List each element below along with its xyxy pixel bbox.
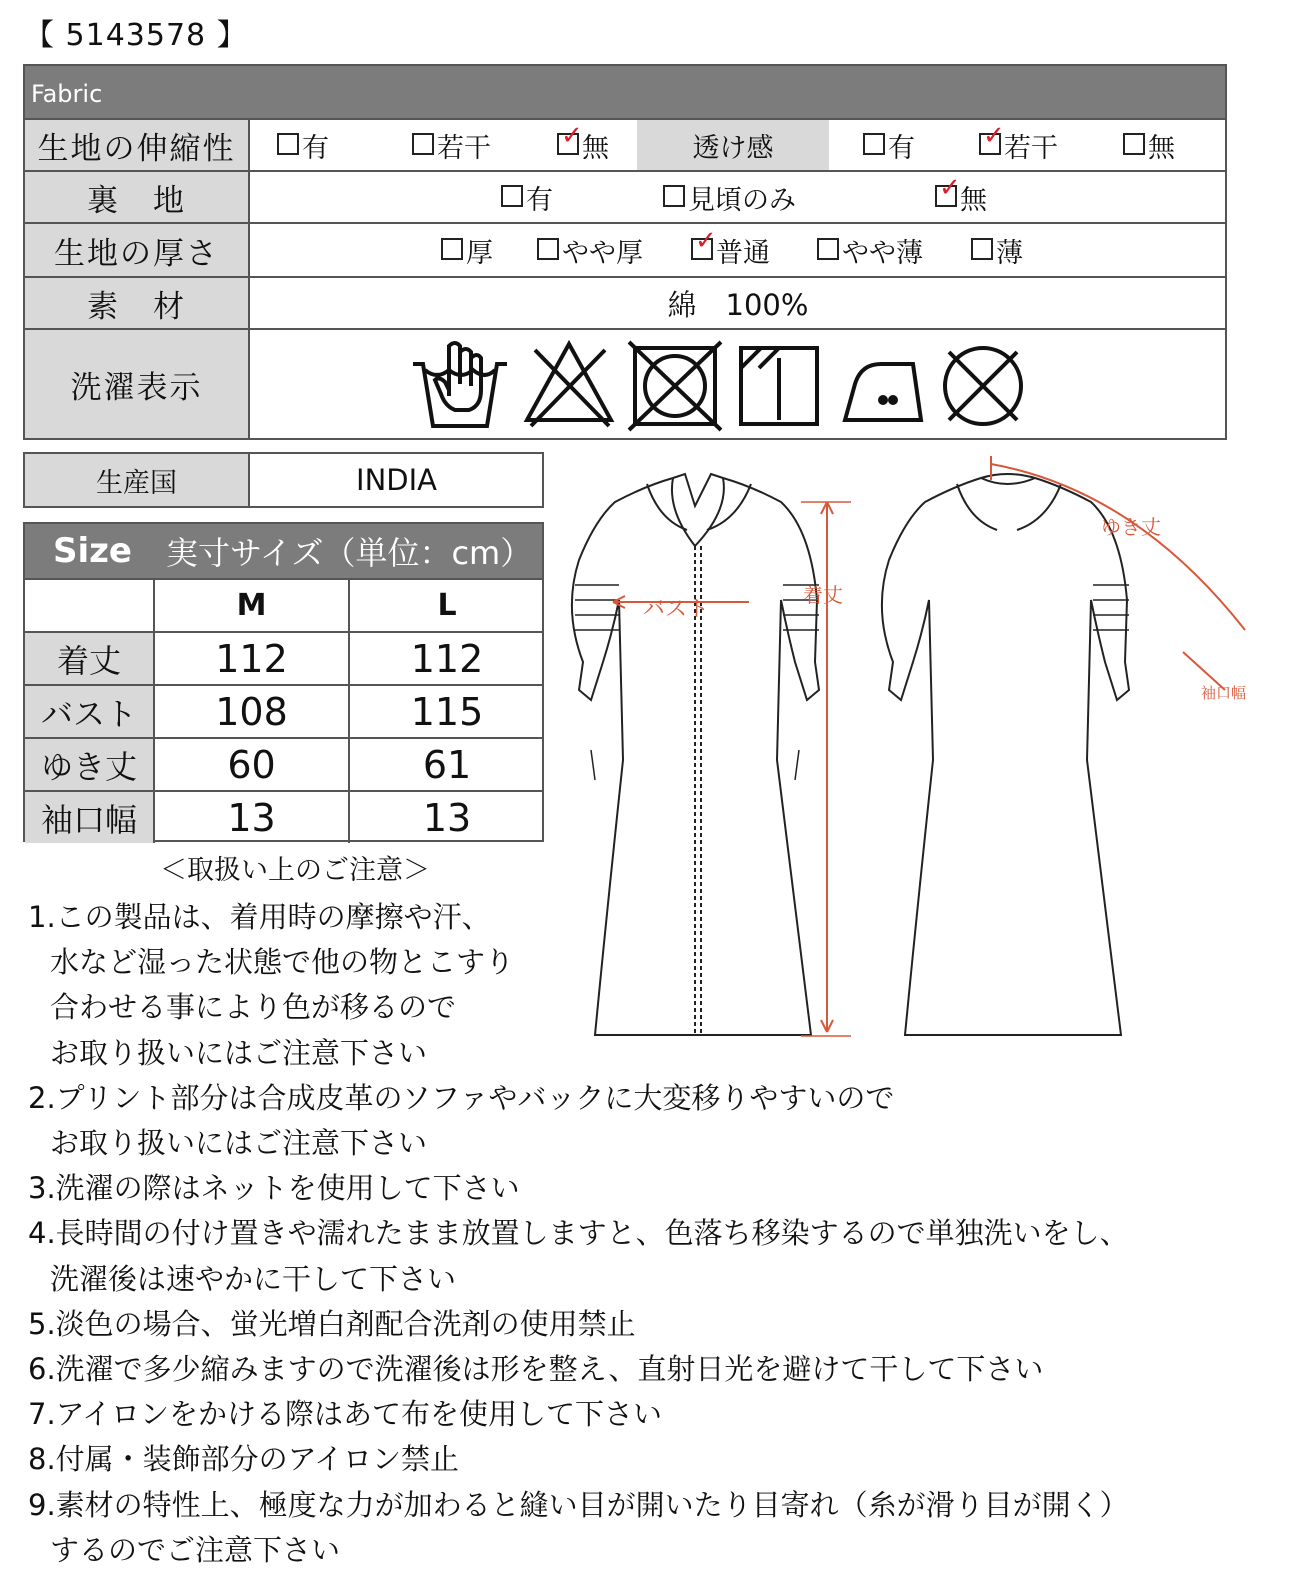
value-cell: 61 [422,742,472,787]
checkbox[interactable] [817,238,839,260]
stretch-option-checked[interactable]: ✓ 無 [557,120,609,170]
check-mark-icon: ✓ [983,121,1005,151]
material-label: 素 材 [25,278,250,328]
origin-value: INDIA [356,463,437,497]
note-line: 2.プリント部分は合成皮革のソファやバックに大変移りやすいので [28,1080,895,1115]
note-line: 8.付属・装飾部分のアイロン禁止 [28,1442,460,1477]
value-cell: 112 [155,633,350,684]
notes-list [28,895,1268,1573]
fabric-table [23,64,1227,440]
note-line: お取り扱いにはご注意下さい [50,1126,428,1161]
checkbox[interactable] [863,133,885,155]
thickness-option[interactable]: 薄 [971,224,1023,276]
value-cell: 108 [155,686,350,737]
row-label: 着丈 [25,633,155,684]
care-symbols [405,334,1025,434]
column-header-l: L [437,588,457,623]
stretch-row [25,118,1225,170]
sheer-option-checked[interactable]: ✓ 若干 [979,120,1058,170]
checkbox[interactable] [501,185,523,207]
thickness-row [25,222,1225,276]
fabric-header: Fabric [25,66,1225,118]
value-cell: 13 [422,795,472,840]
row-label: 袖口幅 [25,792,155,843]
lining-label: 裏 地 [25,172,250,222]
length-label: 着丈 [803,583,843,607]
note-line: 9.素材の特性上、極度な力が加わると縫い目が開いたり目寄れ（糸が滑り目が開く） [28,1487,1129,1522]
value-cell: 115 [410,689,484,734]
no-tumble-dry-icon [629,342,721,430]
checkbox[interactable] [412,133,434,155]
sheer-option[interactable]: 有 [863,120,915,170]
size-subtitle: 実寸サイズ（単位：cm） [166,534,533,572]
checkbox[interactable] [441,238,463,260]
size-column-header [25,578,542,631]
thickness-label: 生地の厚さ [25,224,250,276]
checkbox-checked[interactable] [979,121,1005,155]
material-value: 綿 100% [667,287,809,322]
note-line: 4.長時間の付け置きや濡れたまま放置しますと、色落ち移染するので単独洗いをし、 [28,1216,1129,1251]
note-line: 6.洗濯で多少縮みますので洗濯後は形を整え、直射日光を避けて干して下さい [28,1352,1044,1387]
stretch-label: 生地の伸縮性 [25,120,250,170]
checkbox[interactable] [537,238,559,260]
sleeve-label: ゆき丈 [1101,515,1161,539]
checkbox[interactable] [277,133,299,155]
shade-dry-icon [741,348,817,424]
check-mark-icon: ✓ [939,173,961,203]
value-cell: 60 [155,739,350,790]
no-bleach-icon [527,344,611,426]
value-cell: 112 [410,636,484,681]
table-row [25,684,542,737]
no-dry-clean-icon [945,348,1021,424]
row-label: ゆき丈 [25,739,155,790]
note-line: 1.この製品は、着用時の摩擦や汗、 [28,900,491,934]
note-line: 5.淡色の場合、蛍光増白剤配合洗剤の使用禁止 [28,1306,636,1341]
note-line: 水など湿った状態で他の物とこすり [50,945,515,980]
hand-wash-icon [413,343,507,426]
check-mark-icon: ✓ [695,226,717,256]
table-row [25,790,542,843]
table-row [25,737,542,790]
sheer-option[interactable]: 無 [1123,120,1175,170]
lining-option[interactable]: 有 [501,172,553,222]
origin-label: 生産国 [25,454,250,506]
corner-cell [25,580,155,631]
value-cell: 13 [155,792,350,843]
material-row [25,276,1225,328]
table-row [25,631,542,684]
checkbox-checked[interactable] [557,121,583,155]
lining-option[interactable]: 見頃のみ [663,172,796,222]
notes-title: ＜取扱い上のご注意＞ [160,855,430,886]
cuff-label: 袖口幅 [1201,684,1247,702]
note-line: 7.アイロンをかける際はあて布を使用して下さい [28,1397,663,1432]
care-label: 洗濯表示 [25,330,250,438]
checkbox-checked[interactable] [691,226,717,260]
check-mark-icon: ✓ [561,121,583,151]
thickness-option[interactable]: 厚 [441,224,493,276]
checkbox[interactable] [1123,133,1145,155]
low-iron-icon [845,364,921,420]
product-id: 【 5143578 】 [24,18,248,53]
note-line: するのでご注意下さい [50,1532,341,1567]
size-title: Size [53,531,132,571]
size-header [25,524,542,578]
thickness-option[interactable]: やや厚 [537,224,643,276]
column-header-m: M [155,580,350,631]
note-line: 3.洗濯の際はネットを使用して下さい [28,1171,520,1206]
row-label: バスト [25,686,155,737]
note-line: 洗濯後は速やかに干して下さい [50,1261,457,1296]
lining-option-checked[interactable]: ✓ 無 [935,172,987,222]
bust-label: バスト [643,597,710,622]
checkbox-checked[interactable] [935,173,961,207]
note-line: お取り扱いにはご注意下さい [50,1035,428,1070]
origin-table [23,452,544,508]
thickness-option[interactable]: やや薄 [817,224,923,276]
checkbox[interactable] [663,185,685,207]
care-row [25,328,1225,438]
note-line: 合わせる事により色が移るので [50,990,457,1025]
lining-row [25,170,1225,222]
stretch-option[interactable]: 有 [277,120,329,170]
thickness-option-checked[interactable]: ✓ 普通 [691,224,770,276]
stretch-option[interactable]: 若干 [412,120,491,170]
sheer-label: 透け感 [637,120,829,170]
size-table [23,522,544,842]
checkbox[interactable] [971,238,993,260]
